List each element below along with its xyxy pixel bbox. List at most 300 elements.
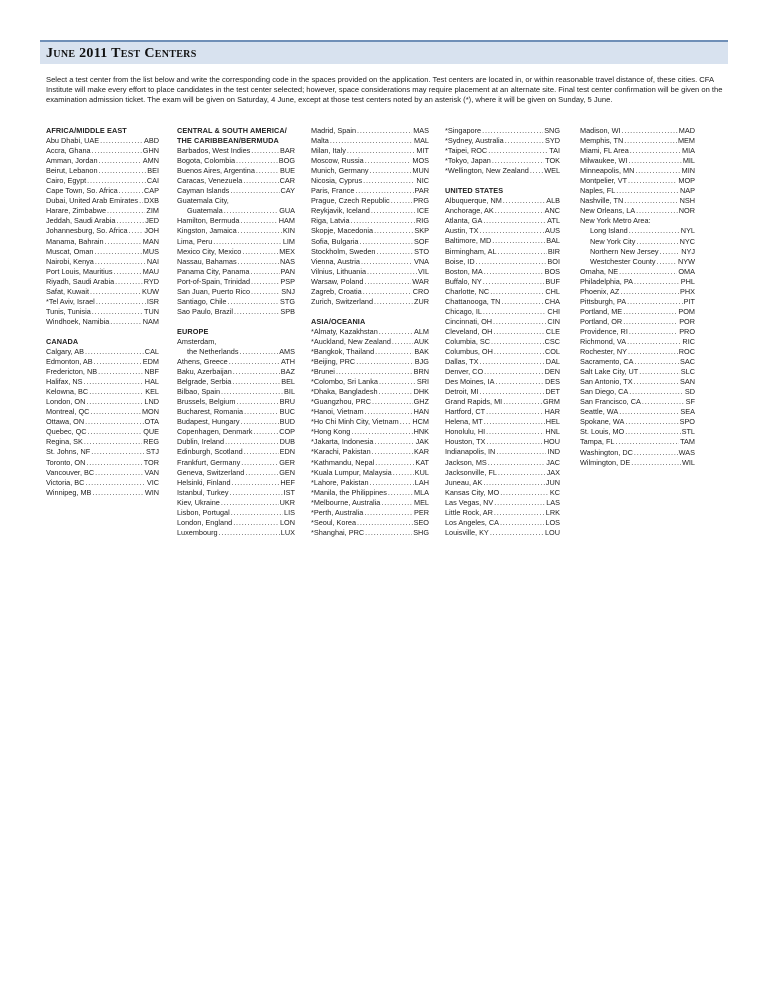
center-code: BAZ <box>280 367 295 377</box>
center-name: Port Louis, Mauritius <box>46 266 113 276</box>
center-code: CAI <box>146 176 159 186</box>
dot-leader <box>490 287 544 297</box>
test-center-entry <box>311 186 429 196</box>
center-code: DUB <box>279 437 295 447</box>
test-center-entry <box>580 196 695 206</box>
region-section <box>311 317 429 538</box>
test-center-entry <box>177 508 295 518</box>
center-code: BRN <box>413 367 429 377</box>
center-name: Lima, Peru <box>177 236 213 246</box>
center-code: LRK <box>545 507 560 517</box>
center-code: BUF <box>545 276 560 286</box>
dot-leader <box>347 146 416 156</box>
center-code: BUC <box>279 407 295 417</box>
center-name: Grand Rapids, MI <box>445 397 503 407</box>
test-center-entry <box>445 136 560 146</box>
center-name: Winnipeg, MB <box>46 487 92 497</box>
dot-leader <box>357 126 412 136</box>
dot-leader <box>628 156 681 166</box>
test-center-entry <box>46 297 159 307</box>
center-name: Kiev, Ukraine <box>177 497 220 507</box>
center-name: Indianapolis, IN <box>445 447 496 457</box>
dot-leader <box>492 236 545 246</box>
center-code: MOP <box>678 176 695 186</box>
test-center-entry <box>580 417 695 427</box>
center-code: OMA <box>678 266 695 276</box>
test-center-entry <box>177 237 295 247</box>
center-name: Miami, FL Area <box>580 146 629 156</box>
test-center-entry <box>580 327 695 337</box>
center-name: St. Louis, MO <box>580 427 625 437</box>
column-1 <box>46 126 159 508</box>
center-code: DEN <box>544 367 560 377</box>
center-code: MAS <box>413 126 429 135</box>
test-center-entry <box>580 247 695 257</box>
test-center-entry <box>177 347 295 357</box>
dot-leader <box>240 417 278 427</box>
dot-leader <box>530 166 543 176</box>
center-name: the Netherlands <box>187 346 239 356</box>
test-center-entry <box>46 478 159 488</box>
region-heading: EUROPE <box>177 326 209 336</box>
center-code: ATL <box>547 216 560 226</box>
center-code: BOS <box>544 266 560 276</box>
dot-leader <box>364 277 411 287</box>
center-name: *Taipei, ROC <box>445 146 488 156</box>
center-code: BIR <box>547 246 560 256</box>
center-code: JAC <box>546 457 560 467</box>
test-center-entry <box>177 206 295 216</box>
center-code: MAN <box>142 236 159 246</box>
test-center-entry <box>46 146 159 156</box>
center-code: ICE <box>416 206 429 216</box>
center-code: REG <box>143 437 159 447</box>
center-name: Kansas City, MO <box>445 487 500 497</box>
dot-leader <box>642 397 685 407</box>
dot-leader <box>243 176 278 186</box>
dot-leader <box>374 297 413 307</box>
center-name: Long Island <box>590 226 628 236</box>
center-name: Accra, Ghana <box>46 146 91 156</box>
test-center-entry <box>46 287 159 297</box>
dot-leader <box>85 478 145 488</box>
center-code: STO <box>414 246 429 256</box>
center-name: *Kathmandu, Nepal <box>311 457 375 467</box>
center-code: STG <box>280 296 295 306</box>
test-center-entry <box>311 277 429 287</box>
test-center-entry <box>311 196 429 206</box>
dot-leader <box>228 297 280 307</box>
test-center-entry <box>177 257 295 267</box>
test-center-entry <box>311 498 429 508</box>
dot-leader <box>336 367 413 377</box>
test-center-entry <box>311 397 429 407</box>
region-heading: CANADA <box>46 336 79 346</box>
center-code: EDN <box>279 447 295 457</box>
center-name: Safat, Kuwait <box>46 286 89 296</box>
region-section <box>46 126 159 327</box>
center-code: RYD <box>143 276 159 286</box>
dot-leader <box>351 216 415 226</box>
test-center-entry <box>445 498 560 508</box>
center-code: JUN <box>545 477 560 487</box>
dot-leader <box>634 448 678 458</box>
center-code: POR <box>679 316 695 326</box>
dot-leader <box>89 387 144 397</box>
center-code: ALB <box>546 196 560 206</box>
test-center-entry <box>580 347 695 357</box>
dot-leader <box>623 307 677 317</box>
center-code: MEX <box>279 246 295 256</box>
center-code: GHZ <box>413 397 429 407</box>
center-name: *Perth, Australia <box>311 507 364 517</box>
center-code: BEI <box>147 166 159 176</box>
test-center-entry <box>311 257 429 267</box>
dot-leader <box>119 186 143 196</box>
test-center-entry <box>177 337 295 347</box>
center-name: London, ON <box>46 397 86 407</box>
center-code: DHK <box>413 387 429 397</box>
test-center-entry <box>311 518 429 528</box>
test-center-entry <box>311 156 429 166</box>
center-code: COL <box>544 346 560 356</box>
test-center-entry <box>445 437 560 447</box>
center-code: PRG <box>413 196 429 206</box>
center-code: UKR <box>279 497 295 507</box>
dot-leader <box>635 166 680 176</box>
center-code: HEF <box>280 477 295 487</box>
test-center-entry <box>46 186 159 196</box>
center-code: MEM <box>677 136 695 146</box>
test-center-entry <box>177 377 295 387</box>
dot-leader <box>639 367 680 377</box>
center-code: HNL <box>545 427 560 437</box>
center-name: Nassau, Bahamas <box>177 256 237 266</box>
dot-leader <box>372 447 413 457</box>
dot-leader <box>657 257 677 267</box>
test-center-entry <box>311 337 429 347</box>
test-center-entry <box>445 146 560 156</box>
test-center-entry <box>177 447 295 457</box>
dot-leader <box>253 427 278 437</box>
center-code: SEA <box>680 407 695 417</box>
center-name: Stockholm, Sweden <box>311 246 376 256</box>
region-heading: ASIA/OCEANIA <box>311 316 366 326</box>
dot-leader <box>85 347 144 357</box>
test-center-entry <box>177 528 295 538</box>
dot-leader <box>363 176 415 186</box>
center-name: Milan, Italy <box>311 146 346 156</box>
test-center-entry <box>311 508 429 518</box>
center-code: HNK <box>413 427 429 437</box>
center-name: Zurich, Switzerland <box>311 296 374 306</box>
dot-leader <box>230 488 283 498</box>
center-name: New York Metro Area: <box>580 216 651 226</box>
dot-leader <box>660 247 681 257</box>
center-name: Lisbon, Portugal <box>177 507 230 517</box>
center-name: Windhoek, Namibia <box>46 316 110 326</box>
center-code: JAK <box>415 437 429 447</box>
center-name: Bogota, Colombia <box>177 156 236 166</box>
dot-leader <box>84 437 142 447</box>
center-code: NIC <box>416 176 429 186</box>
center-name: Beirut, Lebanon <box>46 166 98 176</box>
region-section <box>445 186 560 538</box>
test-center-entry <box>580 407 695 417</box>
test-center-entry <box>445 206 560 216</box>
center-code: NYJ <box>681 246 695 256</box>
center-code: SLC <box>680 367 695 377</box>
center-code: BEL <box>281 377 295 387</box>
center-name: Belgrade, Serbia <box>177 377 232 387</box>
dot-leader <box>367 267 417 277</box>
center-code: HAN <box>413 407 429 417</box>
test-center-entry <box>311 367 429 377</box>
center-name: Baku, Azerbaijan <box>177 367 232 377</box>
center-code: SPB <box>280 306 295 316</box>
dot-leader <box>375 458 414 468</box>
center-name: Pittsburgh, PA <box>580 296 627 306</box>
center-name: *Bangkok, Thailand <box>311 346 375 356</box>
dot-leader <box>115 277 143 287</box>
dot-leader <box>363 287 412 297</box>
center-name: Quebec, QC <box>46 427 87 437</box>
dot-leader <box>359 237 413 247</box>
center-name: *Dhaka, Bangladesh <box>311 387 378 397</box>
dot-leader <box>244 407 278 417</box>
test-center-entry <box>311 126 429 136</box>
center-code: VAN <box>144 467 159 477</box>
center-code: BOI <box>547 256 560 266</box>
test-center-entry <box>46 458 159 468</box>
center-code: NYW <box>677 256 695 266</box>
dot-leader <box>490 528 544 538</box>
center-name: Vilnius, Lithuania <box>311 266 367 276</box>
center-code: IND <box>547 447 560 457</box>
center-name: Westchester County <box>590 256 656 266</box>
dot-leader <box>500 488 549 498</box>
center-name: Istanbul, Turkey <box>177 487 229 497</box>
test-center-entry <box>445 337 560 347</box>
center-code: BRU <box>279 397 295 407</box>
dot-leader <box>491 337 544 347</box>
dot-leader <box>476 257 547 267</box>
center-code: MUS <box>142 246 159 256</box>
test-center-entry <box>445 156 560 166</box>
center-name: *Melbourne, Australia <box>311 497 381 507</box>
center-code: ZIM <box>146 206 159 216</box>
test-center-entry <box>311 377 429 387</box>
center-code: VIL <box>418 266 429 276</box>
center-code: PSP <box>280 276 295 286</box>
dot-leader <box>636 206 678 216</box>
center-code: EDM <box>142 357 159 367</box>
center-code: WEL <box>544 166 560 176</box>
center-name: Harare, Zimbabwe <box>46 206 107 216</box>
center-code: BOG <box>278 156 295 166</box>
center-name: Cincinnati, OH <box>445 316 493 326</box>
center-name: *Lahore, Pakistan <box>311 477 369 487</box>
test-center-entry <box>46 156 159 166</box>
center-name: Mexico City, Mexico <box>177 246 242 256</box>
dot-leader <box>379 327 413 337</box>
test-center-entry <box>177 307 295 317</box>
center-name: Manama, Bahrain <box>46 236 104 246</box>
center-name: San Francisco, CA <box>580 397 641 407</box>
test-center-entry <box>580 176 695 186</box>
test-center-entry <box>580 427 695 437</box>
test-center-entry <box>580 297 695 307</box>
center-name: Nashville, TN <box>580 196 624 206</box>
center-name: *Tokyo, Japan <box>445 156 491 166</box>
dot-leader <box>365 156 412 166</box>
test-center-entry <box>580 166 695 176</box>
dot-leader <box>251 146 279 156</box>
center-code: PIT <box>683 296 695 306</box>
center-name: Fredericton, NB <box>46 367 98 377</box>
center-name: Baltimore, MD <box>445 236 492 246</box>
center-name: Nicosia, Cyprus <box>311 176 363 186</box>
test-center-entry <box>445 216 560 226</box>
test-center-entry <box>445 468 560 478</box>
test-center-entry <box>311 297 429 307</box>
center-name: Memphis, TN <box>580 136 624 146</box>
center-code: NAI <box>146 256 159 266</box>
test-center-entry <box>46 226 159 236</box>
center-name: Rochester, NY <box>580 347 628 357</box>
test-center-entry <box>445 196 560 206</box>
center-name: Honolulu, HI <box>445 427 486 437</box>
dot-leader <box>627 297 683 307</box>
center-name: Nairobi, Kenya <box>46 256 94 266</box>
center-name: Port-of-Spain, Trinidad <box>177 276 251 286</box>
center-name: Richmond, VA <box>580 336 627 346</box>
dot-leader <box>492 156 544 166</box>
center-name: Moscow, Russia <box>311 156 364 166</box>
dot-leader <box>365 528 412 538</box>
center-name: Dubai, United Arab Emirates <box>46 196 139 206</box>
center-code: BAR <box>279 146 295 156</box>
dot-leader <box>483 277 545 287</box>
center-name: Cayman Islands <box>177 186 230 196</box>
test-center-entry <box>445 166 560 176</box>
dot-leader <box>231 508 283 518</box>
center-code: CHI <box>547 306 560 316</box>
center-name: Cleveland, OH <box>445 326 493 336</box>
dot-leader <box>374 226 413 236</box>
dot-leader <box>629 327 678 337</box>
test-center-entry <box>580 216 695 226</box>
dot-leader <box>95 257 146 267</box>
test-center-entry <box>177 437 295 447</box>
test-center-entry <box>445 327 560 337</box>
center-code: IST <box>283 487 295 497</box>
center-name: Guatemala <box>187 206 223 216</box>
center-name: Malta <box>311 136 329 146</box>
dot-leader <box>624 136 677 146</box>
test-center-entry <box>177 357 295 367</box>
center-code: TAI <box>549 146 560 156</box>
center-name: Dublin, Ireland <box>177 437 225 447</box>
test-center-entry <box>445 458 560 468</box>
test-center-entry <box>311 417 429 427</box>
center-name: Minneapolis, MN <box>580 166 635 176</box>
dot-leader <box>484 367 543 377</box>
center-name: Atlanta, GA <box>445 216 483 226</box>
test-center-entry <box>46 427 159 437</box>
dot-leader <box>500 518 544 528</box>
center-name: Columbia, SC <box>445 336 491 346</box>
center-code: SNJ <box>281 286 295 296</box>
center-code: HOU <box>543 437 560 447</box>
dot-leader <box>388 488 413 498</box>
test-center-entry <box>311 488 429 498</box>
center-code: HCM <box>412 417 429 427</box>
center-name: *Shanghai, PRC <box>311 527 365 537</box>
dot-leader <box>503 397 542 407</box>
center-name: Skopje, Macedonia <box>311 226 374 236</box>
center-name: Bucharest, Romania <box>177 407 244 417</box>
center-code: CAY <box>280 186 295 196</box>
test-center-entry <box>580 367 695 377</box>
center-code: LOS <box>545 517 560 527</box>
center-code: BUD <box>279 417 295 427</box>
test-center-entry <box>445 236 560 246</box>
center-name: Austin, TX <box>445 226 479 236</box>
test-center-entry <box>46 468 159 478</box>
region-section <box>177 126 295 317</box>
test-center-entry <box>46 257 159 267</box>
dot-leader <box>480 387 545 397</box>
test-center-entry <box>177 297 295 307</box>
center-name: Albuquerque, NM <box>445 196 502 206</box>
test-center-entry <box>177 196 295 206</box>
dot-leader <box>92 146 142 156</box>
dot-leader <box>364 508 413 518</box>
center-code: JED <box>145 216 159 226</box>
dot-leader <box>629 226 680 236</box>
center-name: Frankfurt, Germany <box>177 457 241 467</box>
test-center-entry <box>445 417 560 427</box>
dot-leader <box>480 357 545 367</box>
center-code: PRO <box>679 326 695 336</box>
dot-leader <box>234 307 279 317</box>
center-name: Zagreb, Croatia <box>311 286 362 296</box>
dot-leader <box>84 377 144 387</box>
center-code: KAR <box>413 447 429 457</box>
center-code: SPO <box>679 417 695 427</box>
dot-leader <box>233 367 280 377</box>
dot-leader <box>96 297 146 307</box>
test-center-entry <box>177 226 295 236</box>
dot-leader <box>483 478 544 488</box>
test-center-entry <box>311 387 429 397</box>
center-name: Ottawa, ON <box>46 417 85 427</box>
center-name: *Beijing, PRC <box>311 357 356 367</box>
dot-leader <box>100 136 143 146</box>
test-center-entry <box>445 287 560 297</box>
center-code: STL <box>681 427 695 437</box>
center-code: WIN <box>144 487 159 497</box>
dot-leader <box>92 488 143 498</box>
dot-leader <box>379 377 416 387</box>
dot-leader <box>256 166 279 176</box>
test-center-entry <box>311 437 429 447</box>
test-center-entry <box>445 427 560 437</box>
dot-leader <box>486 427 544 437</box>
dot-leader <box>634 277 680 287</box>
column-3 <box>311 126 429 548</box>
